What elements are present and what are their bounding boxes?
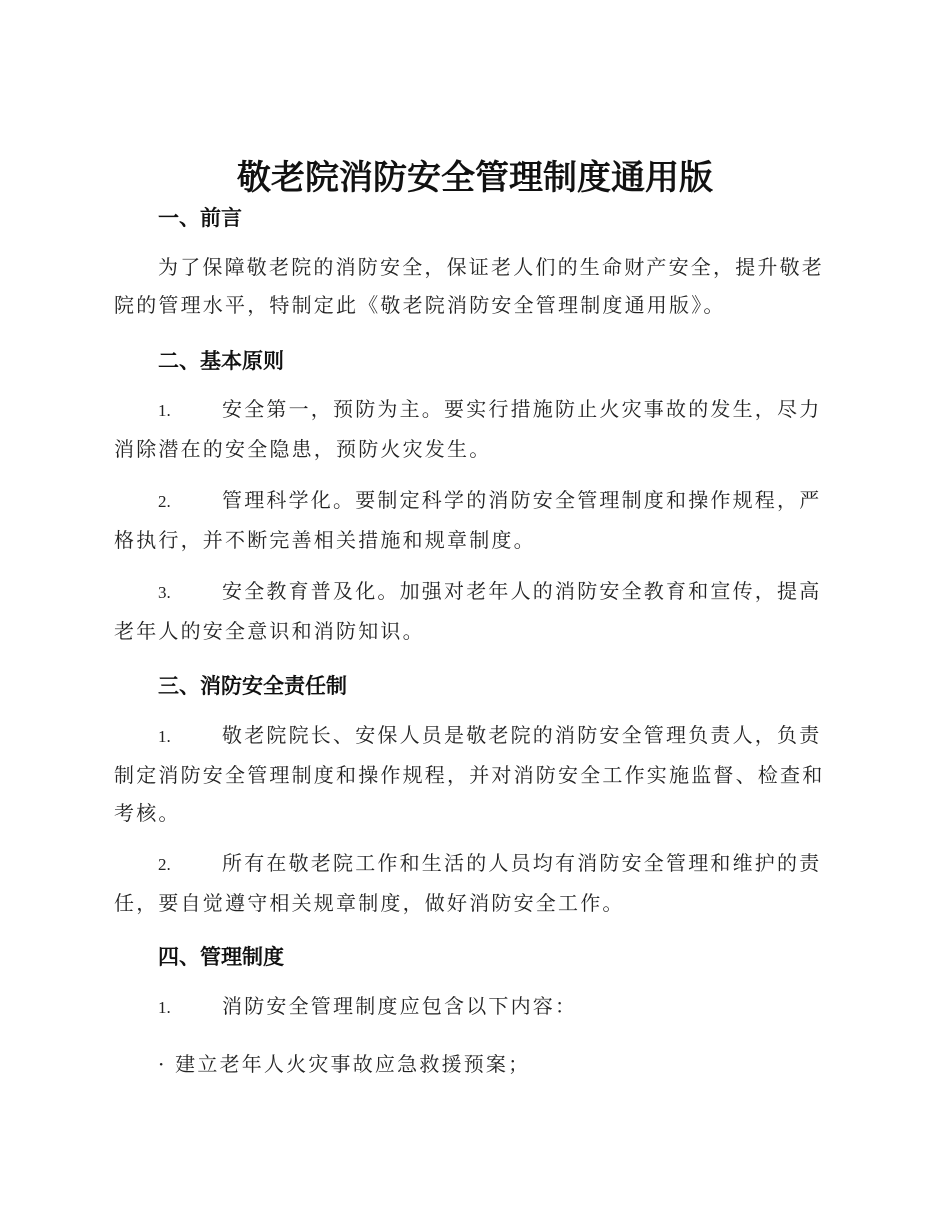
list-item-number: 2. [158, 492, 171, 511]
list-item-number: 1. [158, 727, 171, 746]
section-heading-management: 四、管理制度 [158, 945, 284, 969]
list-item-text: 消防安全管理制度应包含以下内容： [222, 994, 578, 1018]
list-item-text: 安全教育普及化。加强对老年人的消防安全教育和宣传，提高老年人的安全意识和消防知识。 [114, 579, 822, 643]
list-item-text: 敬老院院长、安保人员是敬老院的消防安全管理负责人，负责制定消防安全管理制度和操作规程，并对消防安全工作实施监督、检查和考核。 [114, 723, 825, 825]
list-item [114, 481, 836, 559]
list-item-text: 管理科学化。要制定科学的消防安全管理制度和操作规程，严格执行，并不断完善相关措施和规章制度。 [114, 488, 822, 552]
document-title: 敬老院消防安全管理制度通用版 [237, 158, 713, 198]
section-heading-principles: 二、基本原则 [158, 349, 284, 373]
list-item [114, 572, 836, 650]
bullet-item: · 建立老年人火灾事故应急救援预案； [158, 1052, 531, 1076]
list-item [114, 987, 836, 1027]
list-item-number: 1. [158, 401, 171, 420]
preface-paragraph: 为了保障敬老院的消防安全，保证老人们的生命财产安全，提升敬老院的管理水平，特制定此《敬老院消防安全管理制度通用版》。 [114, 255, 824, 317]
list-item-text: 所有在敬老院工作和生活的人员均有消防安全管理和维护的责任，要自觉遵守相关规章制度，做好消防安全工作。 [114, 851, 822, 915]
list-item-number: 1. [158, 998, 171, 1017]
list-item [114, 390, 836, 468]
list-item [114, 716, 836, 832]
section-heading-responsibility: 三、消防安全责任制 [158, 674, 347, 698]
list-item-number: 2. [158, 855, 171, 874]
section-heading-preface: 一、前言 [158, 206, 242, 230]
list-item-text: 安全第一，预防为主。要实行措施防止火灾事故的发生，尽力消除潜在的安全隐患，预防火灾发生。 [114, 397, 822, 461]
list-item [114, 844, 836, 922]
list-item-number: 3. [158, 583, 171, 602]
